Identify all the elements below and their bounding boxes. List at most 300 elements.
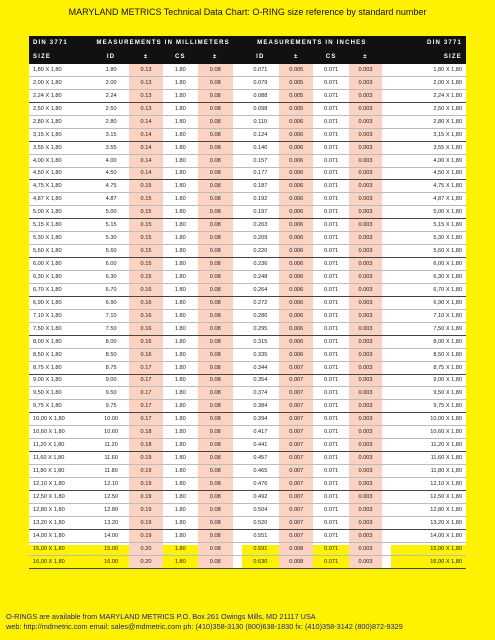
mm-cs-tol-cell: 0.08 xyxy=(198,322,233,335)
in-cs-cell: 0.071 xyxy=(313,478,348,491)
in-cs-tol-cell: 0.003 xyxy=(349,555,382,568)
column-gap xyxy=(233,413,242,426)
column-gap xyxy=(382,296,391,309)
in-id-tol-cell: 0.006 xyxy=(279,154,313,167)
mm-cs-tol-cell: 0.08 xyxy=(198,76,233,89)
din-size-cell: 12,50 X 1,80 xyxy=(29,490,93,503)
in-cs-cell: 0.071 xyxy=(313,361,348,374)
in-cs-tol-cell: 0.003 xyxy=(349,335,382,348)
column-gap xyxy=(233,374,242,387)
mm-id-tol-cell: 0.14 xyxy=(129,141,163,154)
in-cs-cell: 0.071 xyxy=(313,529,348,542)
in-cs-cell: 0.071 xyxy=(313,555,348,568)
in-id-cell: 0.088 xyxy=(242,89,280,102)
din-size-right-cell: 10,60 X 1,80 xyxy=(391,426,466,439)
mm-id-tol-cell: 0.16 xyxy=(129,309,163,322)
column-gap xyxy=(382,76,391,89)
column-gap xyxy=(382,490,391,503)
mm-id-cell: 11.60 xyxy=(93,452,128,465)
column-gap xyxy=(233,89,242,102)
column-gap xyxy=(382,180,391,193)
mm-id-cell: 12.50 xyxy=(93,490,128,503)
in-cs-cell: 0.071 xyxy=(313,283,348,296)
in-cs-tol-cell: 0.003 xyxy=(349,89,382,102)
in-id-cell: 0.591 xyxy=(242,542,280,555)
mm-id-tol-cell: 0.14 xyxy=(129,154,163,167)
in-id-cell: 0.335 xyxy=(242,348,280,361)
in-id-tol-cell: 0.007 xyxy=(279,529,313,542)
in-id-cell: 0.157 xyxy=(242,154,280,167)
in-cs-cell: 0.071 xyxy=(313,348,348,361)
mm-cs-cell: 1.80 xyxy=(163,296,197,309)
in-id-cell: 0.280 xyxy=(242,309,280,322)
column-gap xyxy=(233,309,242,322)
mm-id-tol-cell: 0.17 xyxy=(129,400,163,413)
mm-cs-cell: 1.80 xyxy=(163,426,197,439)
table-row xyxy=(29,490,466,503)
column-gap xyxy=(382,154,391,167)
in-cs-tol-cell: 0.003 xyxy=(349,219,382,232)
mm-id-cell: 4.87 xyxy=(93,193,128,206)
in-cs-tol-cell: 0.003 xyxy=(349,167,382,180)
data-table-sheet xyxy=(29,36,466,565)
in-id-cell: 0.441 xyxy=(242,439,280,452)
table-row xyxy=(29,529,466,542)
in-cs-cell: 0.071 xyxy=(313,115,348,128)
din-size-cell: 8,50 X 1,80 xyxy=(29,348,93,361)
mm-id-tol-cell: 0.17 xyxy=(129,413,163,426)
in-cs-cell: 0.071 xyxy=(313,76,348,89)
column-gap xyxy=(382,348,391,361)
mm-id-cell: 5.15 xyxy=(93,219,128,232)
table-row xyxy=(29,271,466,284)
mm-id-cell: 2.50 xyxy=(93,102,128,115)
mm-cs-tol-cell: 0.08 xyxy=(198,283,233,296)
in-id-cell: 0.203 xyxy=(242,219,280,232)
mm-cs-cell: 1.80 xyxy=(163,348,197,361)
in-cs-tol-cell: 0.003 xyxy=(349,542,382,555)
table-row xyxy=(29,426,466,439)
in-id-tol-cell: 0.006 xyxy=(279,322,313,335)
in-cs-tol-cell: 0.003 xyxy=(349,232,382,245)
din-size-right-cell: 4,87 X 1,80 xyxy=(391,193,466,206)
in-cs-tol-cell: 0.003 xyxy=(349,193,382,206)
mm-id-tol-cell: 0.18 xyxy=(129,426,163,439)
mm-cs-cell: 1.80 xyxy=(163,452,197,465)
in-id-cell: 0.209 xyxy=(242,232,280,245)
mm-id-cell: 5.60 xyxy=(93,245,128,258)
mm-cs-cell: 1.80 xyxy=(163,400,197,413)
column-gap xyxy=(233,115,242,128)
mm-cs-cell: 1.80 xyxy=(163,89,197,102)
din-size-right-cell: 5,15 X 1,80 xyxy=(391,219,466,232)
column-gap xyxy=(233,542,242,555)
table-row xyxy=(29,89,466,102)
table-row xyxy=(29,232,466,245)
mm-cs-tol-cell: 0.08 xyxy=(198,271,233,284)
din-size-cell: 3,55 X 1,80 xyxy=(29,141,93,154)
mm-cs-tol-cell: 0.08 xyxy=(198,387,233,400)
column-gap xyxy=(233,167,242,180)
mm-id-cell: 6.30 xyxy=(93,271,128,284)
mm-id-tol-cell: 0.19 xyxy=(129,478,163,491)
table-row xyxy=(29,374,466,387)
in-id-cell: 0.197 xyxy=(242,206,280,219)
mm-id-cell: 4.75 xyxy=(93,180,128,193)
in-id-cell: 0.492 xyxy=(242,490,280,503)
column-gap xyxy=(233,452,242,465)
mm-cs-tol-cell: 0.08 xyxy=(198,232,233,245)
mm-id-cell: 6.70 xyxy=(93,283,128,296)
mm-cs-tol-cell: 0.08 xyxy=(198,167,233,180)
mm-cs-cell: 1.80 xyxy=(163,361,197,374)
column-gap xyxy=(382,64,391,76)
mm-id-tol-cell: 0.13 xyxy=(129,102,163,115)
in-id-tol-header: ± xyxy=(279,50,313,64)
in-id-tol-cell: 0.006 xyxy=(279,115,313,128)
din-size-right-cell: 9,50 X 1,80 xyxy=(391,387,466,400)
in-cs-tol-cell: 0.003 xyxy=(349,76,382,89)
column-gap xyxy=(382,465,391,478)
column-gap xyxy=(382,283,391,296)
column-gap xyxy=(233,128,242,141)
mm-cs-tol-cell: 0.08 xyxy=(198,296,233,309)
header-row-group xyxy=(29,36,466,50)
in-cs-cell: 0.071 xyxy=(313,516,348,529)
in-cs-cell: 0.071 xyxy=(313,154,348,167)
mm-cs-cell: 1.80 xyxy=(163,258,197,271)
mm-cs-cell: 1.80 xyxy=(163,141,197,154)
column-gap xyxy=(382,503,391,516)
in-cs-tol-cell: 0.003 xyxy=(349,322,382,335)
in-id-tol-cell: 0.007 xyxy=(279,387,313,400)
mm-id-tol-cell: 0.19 xyxy=(129,516,163,529)
din-size-right-cell: 6,30 X 1,80 xyxy=(391,271,466,284)
din-size-right-cell: 12,10 X 1,80 xyxy=(391,478,466,491)
mm-id-cell: 12.80 xyxy=(93,503,128,516)
column-gap xyxy=(382,206,391,219)
in-cs-tol-cell: 0.003 xyxy=(349,348,382,361)
din-size-right-cell: 7,50 X 1,80 xyxy=(391,322,466,335)
in-id-tol-cell: 0.007 xyxy=(279,452,313,465)
column-gap xyxy=(233,400,242,413)
din-size-right-cell: 4,00 X 1,80 xyxy=(391,154,466,167)
in-id-tol-cell: 0.008 xyxy=(279,555,313,568)
mm-id-cell: 14.00 xyxy=(93,529,128,542)
din-size-cell: 5,60 X 1,80 xyxy=(29,245,93,258)
mm-id-cell: 3.55 xyxy=(93,141,128,154)
din-size-right-cell: 9,00 X 1,80 xyxy=(391,374,466,387)
in-cs-cell: 0.071 xyxy=(313,490,348,503)
din-size-right-cell: 12,80 X 1,80 xyxy=(391,503,466,516)
oring-size-table xyxy=(29,36,466,569)
in-cs-tol-cell: 0.003 xyxy=(349,128,382,141)
in-cs-tol-cell: 0.003 xyxy=(349,206,382,219)
mm-cs-cell: 1.80 xyxy=(163,503,197,516)
in-id-cell: 0.079 xyxy=(242,76,280,89)
column-gap xyxy=(382,258,391,271)
footer-contact: web: http://mdmetric.com email: sales@mdmetric.com ph: (410)358-3130 (800)638-1830 fx: (410)358-3142 (800)872-9329 xyxy=(6,622,403,631)
din-size-cell: 10,60 X 1,80 xyxy=(29,426,93,439)
column-gap xyxy=(382,128,391,141)
in-id-cell: 0.465 xyxy=(242,465,280,478)
mm-cs-tol-cell: 0.08 xyxy=(198,542,233,555)
din-size-right-cell: 1,80 X 1,80 xyxy=(391,64,466,76)
mm-cs-cell: 1.80 xyxy=(163,167,197,180)
din-size-right-cell: 6,90 X 1,80 xyxy=(391,296,466,309)
table-row xyxy=(29,64,466,76)
mm-cs-cell: 1.80 xyxy=(163,478,197,491)
din-size-cell: 4,00 X 1,80 xyxy=(29,154,93,167)
in-id-cell: 0.071 xyxy=(242,64,280,76)
in-id-cell: 0.264 xyxy=(242,283,280,296)
in-cs-tol-cell: 0.003 xyxy=(349,102,382,115)
header-row-columns xyxy=(29,50,466,64)
in-cs-cell: 0.071 xyxy=(313,309,348,322)
column-gap xyxy=(382,219,391,232)
din-size-right-cell: 13,20 X 1,80 xyxy=(391,516,466,529)
table-row xyxy=(29,503,466,516)
din-size-right-cell: 2,80 X 1,80 xyxy=(391,115,466,128)
table-row xyxy=(29,128,466,141)
column-gap xyxy=(233,439,242,452)
mm-cs-cell: 1.80 xyxy=(163,128,197,141)
table-body xyxy=(29,64,466,568)
mm-id-cell: 8.75 xyxy=(93,361,128,374)
in-id-tol-cell: 0.007 xyxy=(279,465,313,478)
in-id-tol-cell: 0.006 xyxy=(279,206,313,219)
in-cs-header: CS xyxy=(313,50,348,64)
din-size-cell: 13,20 X 1,80 xyxy=(29,516,93,529)
column-gap xyxy=(233,555,242,568)
column-gap xyxy=(382,555,391,568)
table-row xyxy=(29,400,466,413)
column-gap xyxy=(233,64,242,76)
in-cs-cell: 0.071 xyxy=(313,452,348,465)
mm-id-cell: 6.90 xyxy=(93,296,128,309)
in-id-tol-cell: 0.007 xyxy=(279,503,313,516)
din-size-cell: 2,80 X 1,80 xyxy=(29,115,93,128)
mm-id-cell: 4.50 xyxy=(93,167,128,180)
table-row xyxy=(29,309,466,322)
din-size-cell: 4,87 X 1,80 xyxy=(29,193,93,206)
in-id-cell: 0.476 xyxy=(242,478,280,491)
mm-id-cell: 2.00 xyxy=(93,76,128,89)
mm-cs-tol-cell: 0.08 xyxy=(198,245,233,258)
mm-id-tol-cell: 0.15 xyxy=(129,271,163,284)
mm-cs-tol-cell: 0.08 xyxy=(198,154,233,167)
mm-id-cell: 7.50 xyxy=(93,322,128,335)
in-cs-tol-cell: 0.003 xyxy=(349,465,382,478)
in-cs-tol-cell: 0.003 xyxy=(349,400,382,413)
mm-id-tol-cell: 0.16 xyxy=(129,296,163,309)
mm-id-cell: 3.15 xyxy=(93,128,128,141)
in-cs-tol-cell: 0.003 xyxy=(349,439,382,452)
in-cs-cell: 0.071 xyxy=(313,271,348,284)
column-gap xyxy=(382,439,391,452)
table-row xyxy=(29,296,466,309)
in-cs-tol-cell: 0.003 xyxy=(349,490,382,503)
mm-cs-tol-cell: 0.08 xyxy=(198,180,233,193)
din-size-right-cell: 2,00 X 1,80 xyxy=(391,76,466,89)
mm-id-tol-cell: 0.19 xyxy=(129,452,163,465)
din-size-cell: 7,10 X 1,80 xyxy=(29,309,93,322)
in-cs-tol-cell: 0.003 xyxy=(349,387,382,400)
din-size-cell: 12,10 X 1,80 xyxy=(29,478,93,491)
column-gap xyxy=(233,478,242,491)
mm-cs-cell: 1.80 xyxy=(163,516,197,529)
in-id-cell: 0.192 xyxy=(242,193,280,206)
mm-id-cell: 2.24 xyxy=(93,89,128,102)
table-row xyxy=(29,348,466,361)
in-cs-tol-cell: 0.003 xyxy=(349,154,382,167)
mm-cs-tol-cell: 0.08 xyxy=(198,102,233,115)
mm-cs-cell: 1.80 xyxy=(163,387,197,400)
in-id-cell: 0.354 xyxy=(242,374,280,387)
table-row xyxy=(29,115,466,128)
mm-cs-tol-cell: 0.08 xyxy=(198,490,233,503)
din-size-cell: 6,90 X 1,80 xyxy=(29,296,93,309)
din-size-right-cell: 4,50 X 1,80 xyxy=(391,167,466,180)
in-cs-tol-cell: 0.003 xyxy=(349,309,382,322)
din-size-right-cell: 5,30 X 1,80 xyxy=(391,232,466,245)
din-size-cell: 8,00 X 1,80 xyxy=(29,335,93,348)
mm-cs-tol-cell: 0.08 xyxy=(198,400,233,413)
mm-cs-tol-cell: 0.08 xyxy=(198,89,233,102)
mm-id-tol-cell: 0.13 xyxy=(129,89,163,102)
in-cs-tol-cell: 0.003 xyxy=(349,258,382,271)
in-id-tol-cell: 0.007 xyxy=(279,439,313,452)
column-gap xyxy=(382,413,391,426)
in-cs-tol-cell: 0.003 xyxy=(349,516,382,529)
din-size-cell: 9,50 X 1,80 xyxy=(29,387,93,400)
column-gap xyxy=(233,102,242,115)
in-id-tol-cell: 0.005 xyxy=(279,102,313,115)
column-gap xyxy=(382,542,391,555)
mm-cs-cell: 1.80 xyxy=(163,322,197,335)
mm-cs-tol-cell: 0.08 xyxy=(198,503,233,516)
mm-id-cell: 13.20 xyxy=(93,516,128,529)
mm-cs-tol-cell: 0.08 xyxy=(198,516,233,529)
column-gap xyxy=(382,452,391,465)
in-id-cell: 0.344 xyxy=(242,361,280,374)
column-gap xyxy=(233,465,242,478)
mm-id-cell: 10.00 xyxy=(93,413,128,426)
table-row xyxy=(29,387,466,400)
column-gap xyxy=(382,426,391,439)
in-id-tol-cell: 0.007 xyxy=(279,400,313,413)
in-id-cell: 0.394 xyxy=(242,413,280,426)
in-cs-cell: 0.071 xyxy=(313,465,348,478)
table-row xyxy=(29,322,466,335)
din-size-right-cell: 3,55 X 1,80 xyxy=(391,141,466,154)
in-id-tol-cell: 0.008 xyxy=(279,542,313,555)
in-cs-tol-cell: 0.003 xyxy=(349,426,382,439)
mm-cs-header: CS xyxy=(163,50,197,64)
mm-cs-tol-cell: 0.08 xyxy=(198,348,233,361)
column-gap xyxy=(382,245,391,258)
mm-id-tol-cell: 0.17 xyxy=(129,361,163,374)
footer-address: O-RINGS are available from MARYLAND METRICS P.O. Box 261 Owings Mills, MD 21117 USA xyxy=(6,612,316,621)
mm-id-tol-header: ± xyxy=(129,50,163,64)
din-size-right-cell: 5,00 X 1,80 xyxy=(391,206,466,219)
din-size-right-cell: 11,60 X 1,80 xyxy=(391,452,466,465)
table-row xyxy=(29,452,466,465)
column-gap xyxy=(233,206,242,219)
table-row xyxy=(29,154,466,167)
mm-id-tol-cell: 0.18 xyxy=(129,439,163,452)
table-row xyxy=(29,193,466,206)
column-gap xyxy=(382,322,391,335)
mm-cs-tol-cell: 0.08 xyxy=(198,478,233,491)
mm-id-tol-cell: 0.17 xyxy=(129,374,163,387)
in-id-cell: 0.248 xyxy=(242,271,280,284)
mm-cs-cell: 1.80 xyxy=(163,115,197,128)
mm-cs-tol-header: ± xyxy=(198,50,233,64)
mm-id-cell: 1.80 xyxy=(93,64,128,76)
column-gap xyxy=(382,361,391,374)
mm-id-cell: 16.00 xyxy=(93,555,128,568)
in-id-tol-cell: 0.006 xyxy=(279,232,313,245)
table-row xyxy=(29,180,466,193)
column-gap xyxy=(233,232,242,245)
din-size-cell: 9,00 X 1,80 xyxy=(29,374,93,387)
in-cs-cell: 0.071 xyxy=(313,219,348,232)
in-cs-tol-cell: 0.003 xyxy=(349,245,382,258)
din-size-right-cell: 5,60 X 1,80 xyxy=(391,245,466,258)
mm-id-tol-cell: 0.14 xyxy=(129,167,163,180)
in-cs-tol-header: ± xyxy=(349,50,382,64)
mm-id-cell: 15.00 xyxy=(93,542,128,555)
in-id-tol-cell: 0.007 xyxy=(279,426,313,439)
column-gap xyxy=(382,102,391,115)
mm-id-cell: 8.00 xyxy=(93,335,128,348)
column-gap xyxy=(233,426,242,439)
mm-id-tol-cell: 0.15 xyxy=(129,258,163,271)
in-cs-tol-cell: 0.003 xyxy=(349,283,382,296)
table-row xyxy=(29,76,466,89)
mm-cs-tol-cell: 0.08 xyxy=(198,309,233,322)
din-size-cell: 2,50 X 1,80 xyxy=(29,102,93,115)
mm-cs-cell: 1.80 xyxy=(163,193,197,206)
size-right-header: SIZE xyxy=(391,50,466,64)
in-cs-tol-cell: 0.003 xyxy=(349,271,382,284)
in-cs-cell: 0.071 xyxy=(313,245,348,258)
column-gap xyxy=(233,296,242,309)
mm-cs-cell: 1.80 xyxy=(163,271,197,284)
mm-id-tol-cell: 0.17 xyxy=(129,387,163,400)
din-size-right-cell: 16,00 X 1,80 xyxy=(391,555,466,568)
column-gap xyxy=(233,193,242,206)
column-gap xyxy=(382,400,391,413)
in-id-tol-cell: 0.006 xyxy=(279,219,313,232)
in-id-tol-cell: 0.006 xyxy=(279,309,313,322)
mm-id-cell: 8.50 xyxy=(93,348,128,361)
in-id-cell: 0.220 xyxy=(242,245,280,258)
in-id-tol-cell: 0.006 xyxy=(279,128,313,141)
in-id-tol-cell: 0.006 xyxy=(279,348,313,361)
in-id-cell: 0.374 xyxy=(242,387,280,400)
mm-id-tol-cell: 0.16 xyxy=(129,283,163,296)
mm-cs-cell: 1.80 xyxy=(163,206,197,219)
din-size-right-cell: 6,00 X 1,80 xyxy=(391,258,466,271)
din-size-right-cell: 10,00 X 1,80 xyxy=(391,413,466,426)
table-row xyxy=(29,439,466,452)
mm-id-cell: 4.00 xyxy=(93,154,128,167)
in-cs-cell: 0.071 xyxy=(313,206,348,219)
din-size-cell: 9,75 X 1,80 xyxy=(29,400,93,413)
mm-cs-tol-cell: 0.08 xyxy=(198,465,233,478)
